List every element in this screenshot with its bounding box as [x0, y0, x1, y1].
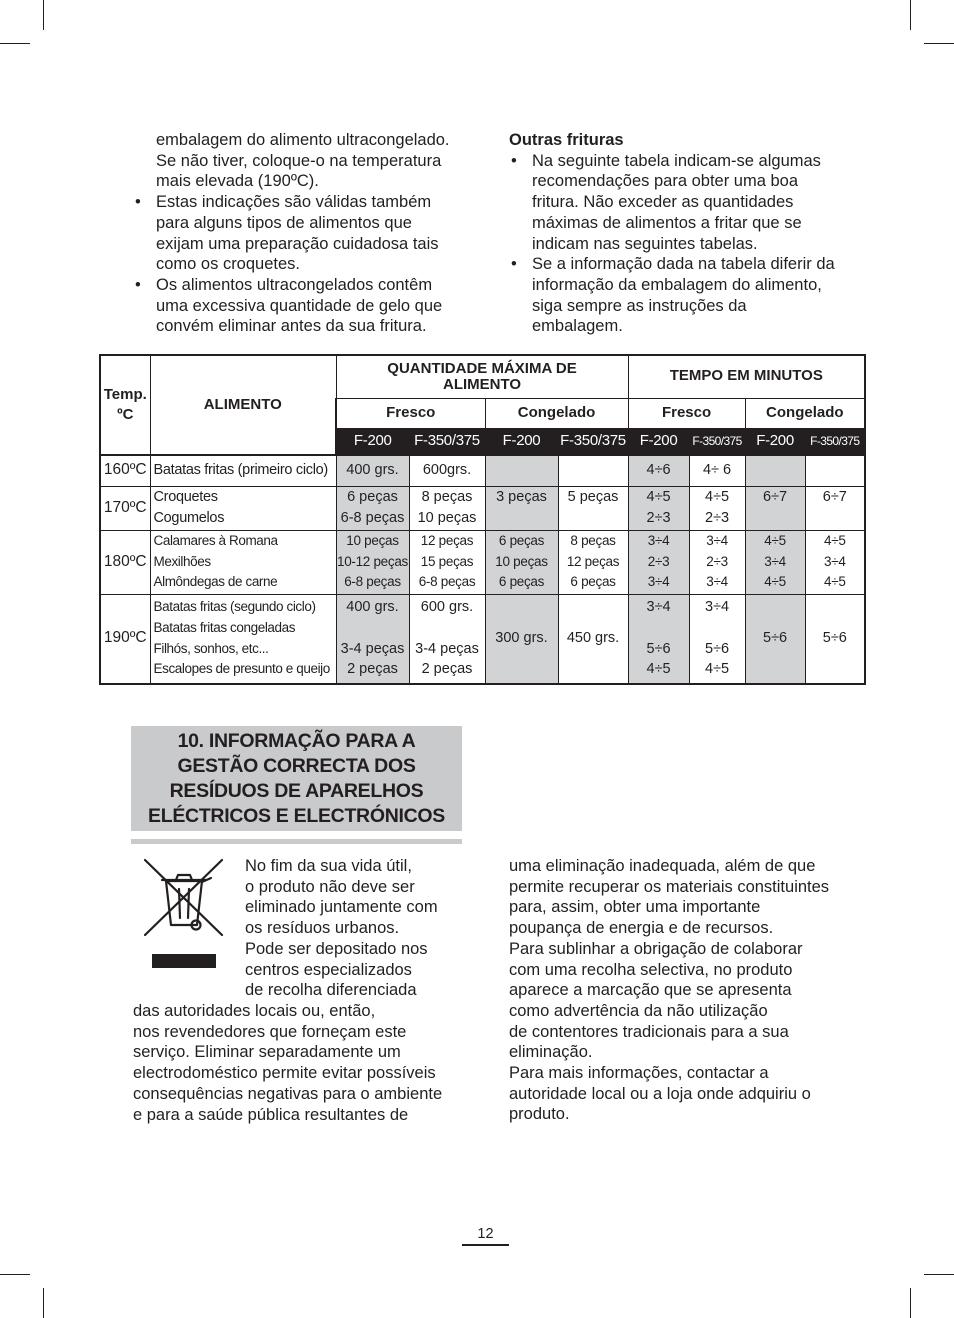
- cell-value: 6 peças: [498, 532, 545, 548]
- cell-value: 15 peças: [420, 553, 474, 569]
- crop-mark: [910, 0, 911, 30]
- cell-value: 2÷3: [646, 510, 671, 526]
- value-cell: [485, 530, 558, 594]
- value-cell: [628, 530, 689, 594]
- model-header: F-350/375: [409, 428, 485, 455]
- cell-value: 600 grs.: [420, 599, 474, 616]
- cell-value: 3 peças: [496, 488, 547, 505]
- food-name: Batatas fritas (segundo ciclo): [153, 599, 316, 615]
- value-cell: [558, 486, 628, 530]
- model-header: F-200: [336, 428, 409, 455]
- cell-value: 8 peças: [421, 489, 473, 506]
- heading-underline: [131, 839, 462, 844]
- value-cell: [336, 455, 409, 486]
- list-item: • Estas indicações são válidas também para alguns tipos de alimentos que exijam uma preparação cuidadosa tais como os croquetes.: [135, 193, 439, 274]
- value-cell: [336, 530, 409, 594]
- cell-value: [690, 618, 745, 639]
- frying-table: [99, 354, 866, 685]
- value-cell: [409, 486, 485, 530]
- value-cell: [689, 594, 745, 684]
- cell-value: 5÷6: [763, 630, 788, 647]
- table-body: [100, 455, 865, 684]
- food-cell: [150, 530, 336, 594]
- header-quantity-fresh: Fresco: [336, 398, 485, 428]
- cell-value: 3÷4: [646, 599, 671, 616]
- cell-value: 2÷3: [647, 553, 670, 569]
- cell-value: 3÷4: [706, 532, 728, 548]
- model-header: F-200: [745, 428, 805, 455]
- cell-value: 10 peças: [495, 553, 548, 569]
- value-cell: [745, 530, 805, 594]
- crop-mark: [0, 43, 30, 44]
- bullet-icon: •: [135, 275, 141, 294]
- cell-value: 5÷6: [646, 640, 671, 657]
- food-name: Batatas fritas congeladas: [153, 620, 296, 636]
- value-cell: [745, 455, 805, 486]
- crop-mark: [43, 0, 44, 30]
- cell-value: 400 grs.: [346, 462, 399, 479]
- model-header: F-350/375: [689, 428, 745, 455]
- bullet-icon: •: [511, 255, 517, 274]
- weee-text-right: uma eliminação inadequada, além de que permite recuperar os materiais constituintes para, assim, obter uma importante poupança de energia e de recursos. Para sublinhar a obrigação de colaborar com uma recolha selectiva, no produto aparece a marcação que se apresenta como advertência da não utilização de contentores tradicionais para a sua eliminação. Para mais informações, contactar a autoridade local ou a loja onde adquiriu o produto.: [509, 857, 830, 1124]
- cell-value: 6-8 peças: [344, 574, 401, 590]
- cell-value: 2 peças: [347, 661, 398, 678]
- cell-value: 10-12 peças: [336, 553, 408, 569]
- value-cell: [485, 455, 558, 486]
- cell-value: 4÷5: [705, 661, 730, 678]
- food-name: Mexilhões: [153, 553, 211, 569]
- cell-value: [806, 507, 865, 528]
- value-cell: [628, 455, 689, 486]
- continuation-text: embalagem do alimento ultracongelado. Se não tiver, coloque-o na temperatura mais elevada (190ºC).: [156, 131, 450, 191]
- value-cell: [409, 594, 485, 684]
- cell-value: 6-8 peças: [340, 510, 405, 526]
- cell-value: 6 peças: [570, 574, 616, 590]
- cell-value: 4÷5: [824, 574, 846, 590]
- cell-value: 4÷5: [705, 489, 730, 506]
- model-header: F-200: [628, 428, 689, 455]
- food-name: Calamares à Romana: [153, 532, 278, 548]
- value-cell: [558, 594, 628, 684]
- cell-value: 4÷ 6: [702, 462, 732, 479]
- section-subtitle: Outras frituras: [509, 131, 624, 149]
- cell-value: 6÷7: [822, 488, 847, 505]
- value-cell: [745, 594, 805, 684]
- cell-value: 2 peças: [421, 661, 473, 678]
- header-time-frozen: Congelado: [745, 398, 865, 428]
- table-row: [100, 530, 865, 594]
- cell-value: 10 peças: [346, 532, 399, 548]
- crop-mark: [43, 1288, 44, 1318]
- crop-mark: [910, 1288, 911, 1318]
- cell-value: 6-8 peças: [418, 574, 476, 590]
- header-food: ALIMENTO: [150, 355, 336, 455]
- cell-value: 10 peças: [417, 510, 477, 526]
- cell-value: 2÷3: [705, 510, 730, 526]
- cell-value: 3÷4: [647, 532, 670, 548]
- food-name: Cogumelos: [153, 510, 225, 526]
- cell-value: 600grs.: [422, 462, 472, 479]
- food-name: Almôndegas de carne: [153, 574, 278, 590]
- cell-value: 5÷6: [705, 640, 730, 657]
- crop-mark: [0, 1274, 30, 1275]
- value-cell: [558, 455, 628, 486]
- crop-mark: [924, 43, 954, 44]
- cell-value: 4÷5: [646, 489, 671, 506]
- value-cell: [805, 486, 865, 530]
- value-cell: [628, 594, 689, 684]
- cell-value: 6 peças: [498, 574, 545, 590]
- bullet-icon: •: [135, 193, 141, 212]
- header-time: TEMPO EM MINUTOS: [628, 355, 865, 398]
- value-cell: [689, 530, 745, 594]
- section-heading: 10. INFORMAÇÃO PARA A GESTÃO CORRECTA DOS RESÍDUOS DE APARELHOS ELÉCTRICOS E ELECTRÓNICOS: [131, 726, 462, 831]
- cell-value: [486, 507, 558, 528]
- list-item: • Os alimentos ultracongelados contêm uma excessiva quantidade de gelo que convém eliminar antes da sua fritura.: [135, 275, 443, 336]
- value-cell: [409, 530, 485, 594]
- cell-value: 5÷6: [822, 630, 847, 647]
- cell-value: 12 peças: [566, 553, 620, 569]
- page-number: 12: [477, 1226, 494, 1242]
- header-quantity: QUANTIDADE MÁXIMA DE ALIMENTO: [336, 355, 628, 398]
- page-number-underline: [462, 1244, 509, 1246]
- model-header: F-350/375: [805, 428, 865, 455]
- header-time-fresh: Fresco: [628, 398, 745, 428]
- model-header: F-200: [485, 428, 558, 455]
- cell-value: 4÷5: [764, 532, 786, 548]
- list-item: • Na seguinte tabela indicam-se algumas recomendações para obter uma boa fritura. Não exceder as quantidades máximas de alimentos a fritar que se indicam nas seguintes tabelas.: [511, 151, 821, 253]
- weee-text-left: das autoridades locais ou, então, nos revendedores que forneçam este serviço. Eliminar separadamente um electrodoméstico permite evitar possíveis consequências negativas para o ambiente e para a saúde pública resultantes de: [133, 1002, 443, 1124]
- food-name: Croquetes: [153, 489, 218, 506]
- table-row: [100, 594, 865, 684]
- value-cell: [336, 594, 409, 684]
- cell-value: 450 grs.: [566, 630, 620, 647]
- cell-value: [410, 618, 485, 639]
- cell-value: [559, 460, 628, 481]
- cell-value: [746, 460, 805, 481]
- value-cell: [805, 455, 865, 486]
- model-header: F-350/375: [558, 428, 628, 455]
- value-cell: [558, 530, 628, 594]
- temperature-cell: 160ºC: [100, 455, 150, 486]
- header-temp: Temp. ºC: [100, 355, 150, 455]
- temperature-cell: 190ºC: [100, 594, 150, 684]
- bullet-icon: •: [511, 151, 517, 170]
- value-cell: [689, 486, 745, 530]
- right-column: [509, 130, 839, 337]
- food-cell: [150, 486, 336, 530]
- value-cell: [485, 486, 558, 530]
- cell-value: 4÷5: [824, 532, 846, 548]
- cell-value: 4÷5: [764, 574, 786, 590]
- cell-value: 12 peças: [420, 532, 474, 548]
- weee-text-beside-icon: No fim da sua vida útil, o produto não deve ser eliminado juntamente com os resíduos urbanos. Pode ser depositado nos centros especializados de recolha diferenciada: [245, 857, 438, 1000]
- left-column: [133, 130, 463, 337]
- cell-value: 3÷4: [706, 574, 728, 590]
- cell-value: 3-4 peças: [415, 640, 479, 657]
- temperature-cell: 180ºC: [100, 530, 150, 594]
- value-cell: [805, 594, 865, 684]
- food-name: Filhós, sonhos, etc...: [153, 640, 269, 656]
- cell-value: 3÷4: [764, 553, 786, 569]
- cell-value: [559, 507, 628, 528]
- value-cell: [745, 486, 805, 530]
- value-cell: [485, 594, 558, 684]
- cell-value: 5 peças: [567, 488, 619, 505]
- value-cell: [628, 486, 689, 530]
- value-cell: [689, 455, 745, 486]
- crossed-out-wheelie-bin-icon: [144, 856, 224, 972]
- cell-value: 400 grs.: [346, 599, 399, 616]
- cell-value: 4÷5: [646, 661, 671, 678]
- cell-value: 6 peças: [347, 489, 398, 506]
- food-name: Escalopes de presunto e queijo: [153, 661, 330, 677]
- list-item: • Se a informação dada na tabela diferir da informação da embalagem do alimento, siga sempre as instruções da embalagem.: [511, 255, 835, 336]
- food-name: Batatas fritas (primeiro ciclo): [153, 462, 328, 479]
- value-cell: [336, 486, 409, 530]
- cell-value: 3÷4: [705, 599, 730, 616]
- cell-value: [486, 460, 558, 481]
- food-cell: [150, 594, 336, 684]
- table-row: [100, 455, 865, 486]
- temperature-cell: 170ºC: [100, 486, 150, 530]
- cell-value: 8 peças: [570, 532, 616, 548]
- cell-value: [629, 618, 689, 639]
- cell-value: 2÷3: [706, 553, 728, 569]
- cell-value: 3-4 peças: [340, 640, 405, 657]
- cell-value: 6÷7: [763, 488, 788, 505]
- cell-value: [746, 507, 805, 528]
- cell-value: 3÷4: [824, 553, 846, 569]
- crop-mark: [924, 1274, 954, 1275]
- table-row: [100, 486, 865, 530]
- cell-value: 3÷4: [647, 574, 670, 590]
- food-cell: [150, 455, 336, 486]
- value-cell: [409, 455, 485, 486]
- cell-value: 300 grs.: [495, 630, 548, 647]
- cell-value: 4÷6: [646, 462, 671, 479]
- value-cell: [805, 530, 865, 594]
- header-quantity-frozen: Congelado: [485, 398, 628, 428]
- cell-value: [806, 460, 865, 481]
- cell-value: [337, 618, 409, 639]
